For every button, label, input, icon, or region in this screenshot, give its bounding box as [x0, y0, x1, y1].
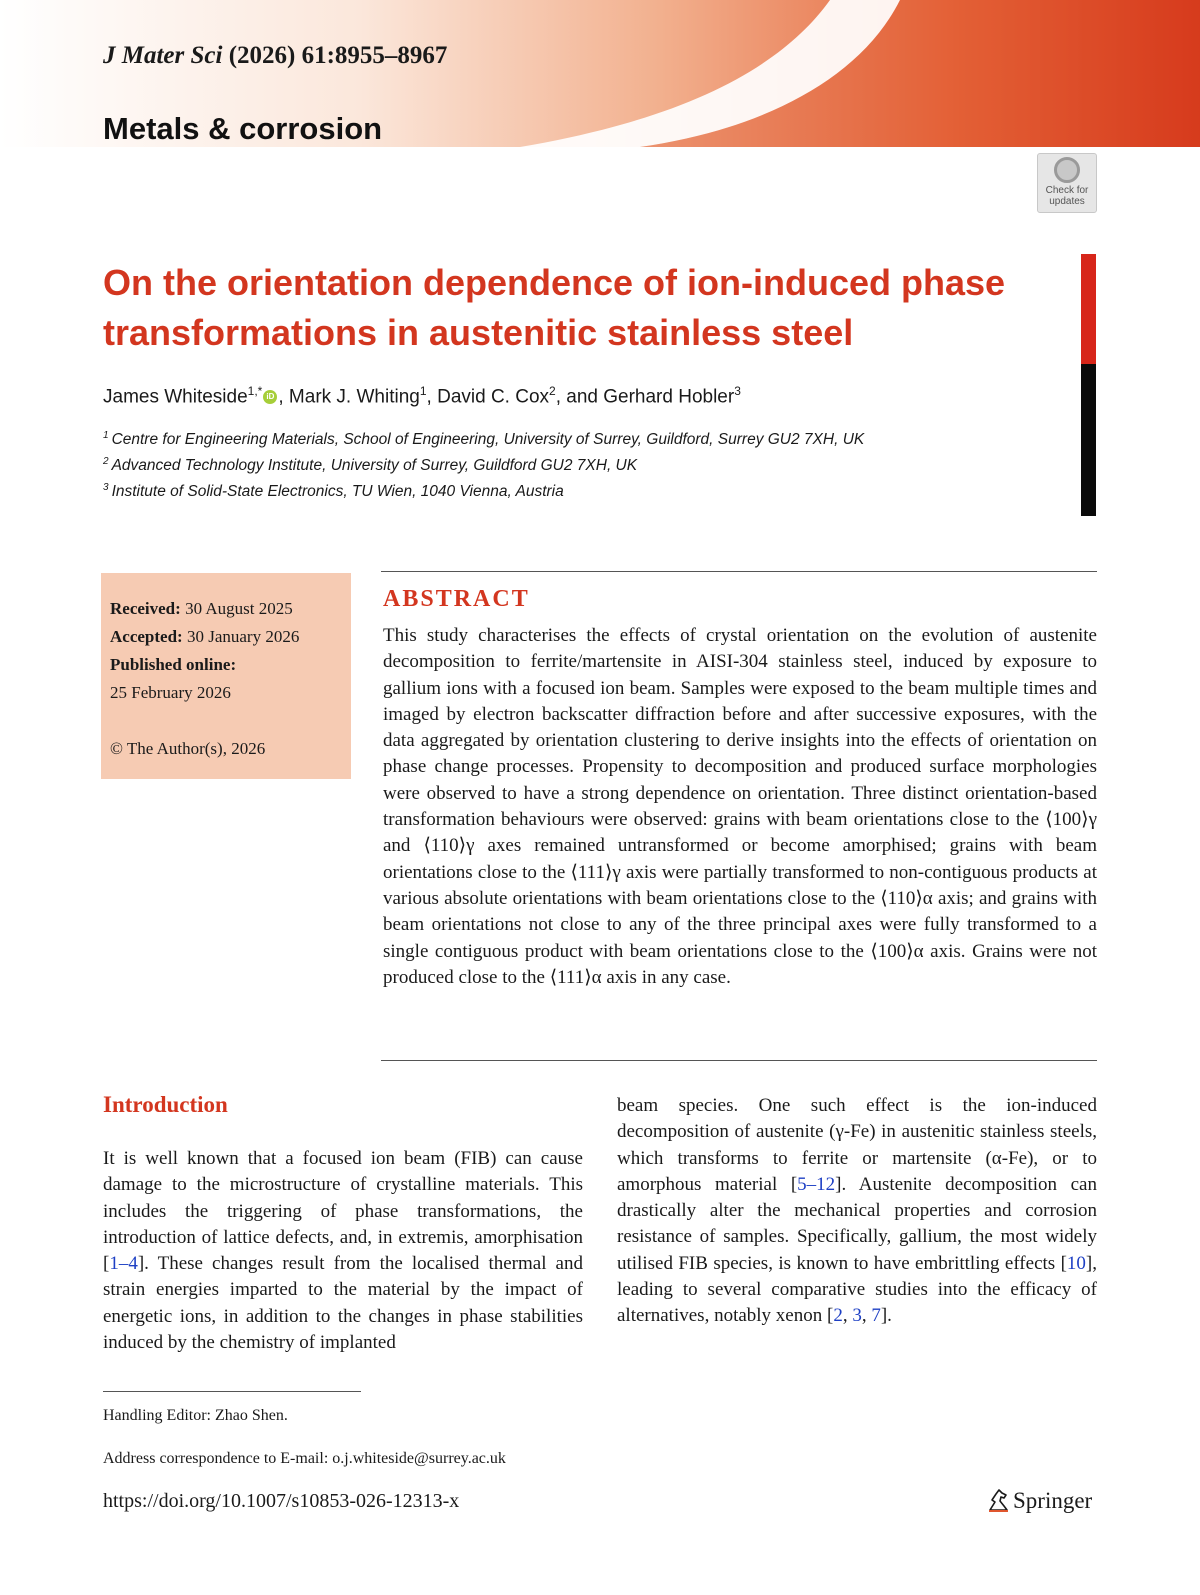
- journal-volume: (2026) 61:8955–8967: [228, 42, 448, 69]
- affiliation-text: Advanced Technology Institute, University of Surrey, Guildford GU2 7XH, UK: [111, 457, 638, 475]
- footnote-rule: [103, 1391, 361, 1392]
- affiliation-number: 1: [103, 430, 109, 441]
- author-list: James Whiteside$^{1,*}$ iD , Mark J. Whiting$^1$, David C. Cox$^2$, and Gerhard Hobler$^3$: [103, 384, 741, 408]
- affiliation: [103, 430, 864, 449]
- abstract-top-rule: [381, 571, 1097, 572]
- doi-link[interactable]: https://doi.org/10.1007/s10853-026-12313-x: [103, 1490, 460, 1512]
- section-title: Metals & corrosion: [103, 111, 383, 146]
- abstract-text: This study characterises the effects of crystal orientation on the evolution of austenite decomposition to ferrite/martensite in AISI-304 stainless steel, induced by exposure to gallium ions with a focused ion beam. Samples were exposed to the beam multiple times and imaged by electron backscatter diffraction before and after successive exposures, with the data aggregated by orientation clustering to derive insights into the effects of orientation on phase change processes. Propensity to decomposition and produced surface morphologies were observed to have a strong dependence on orientation. Three distinct orientation-based transformation behaviours were observed: grains with beam orientations close to the ⟨100⟩γ and ⟨110⟩γ axes remained untransformed or become amorphised; grains with beam orientations close to the ⟨111⟩γ axis were partially transformed to non-contiguous products at various absolute orientations with beam orientations close to the ⟨110⟩α axis; and grains with beam orientations not close to any of the three principal axes were fully transformed to a single contiguous product with beam orientations close to the ⟨100⟩α axis. Grains were not produced close to the ⟨111⟩α axis in any case.: [383, 625, 1097, 988]
- springer-logo: [987, 1488, 1092, 1514]
- side-bar-red: [1081, 254, 1096, 364]
- citation-link[interactable]: 5–12: [797, 1173, 836, 1195]
- journal-citation: [103, 42, 447, 70]
- abstract-heading: ABSTRACT: [383, 586, 530, 612]
- abstract-bottom-rule: [381, 1060, 1097, 1061]
- correspondence-email[interactable]: Address correspondence to E-mail: o.j.whiteside@surrey.ac.uk: [103, 1450, 506, 1467]
- author-name[interactable]: Mark J. Whiting: [288, 386, 420, 408]
- received-label: Received:: [110, 599, 181, 618]
- affiliation-text: Centre for Engineering Materials, School of Engineering, University of Surrey, Guildford, Surrey GU2 7XH, UK: [111, 431, 865, 449]
- citation-link[interactable]: 7: [871, 1305, 881, 1327]
- dates-box: [101, 573, 351, 779]
- published-date: 25 February 2026: [110, 683, 231, 702]
- citation-link[interactable]: 10: [1066, 1252, 1086, 1274]
- orcid-icon[interactable]: iD: [263, 390, 277, 404]
- and-word: and: [566, 386, 598, 408]
- citation-link[interactable]: 2: [833, 1305, 843, 1327]
- handling-editor: Handling Editor: Zhao Shen.: [103, 1407, 288, 1424]
- accepted-row: [110, 623, 343, 651]
- affiliation-number: 2: [103, 456, 109, 467]
- citation-link[interactable]: 3: [852, 1305, 862, 1327]
- affiliation: [103, 482, 564, 501]
- introduction-heading: Introduction: [103, 1092, 228, 1117]
- springer-horse-icon: [987, 1488, 1009, 1512]
- affiliation-number: 3: [103, 482, 109, 493]
- accepted-label: Accepted:: [110, 627, 183, 646]
- author-affiliation-mark: 3: [734, 384, 741, 398]
- bookmark-icon: [1054, 157, 1080, 183]
- side-bar-black: [1081, 364, 1096, 516]
- author-name[interactable]: David C. Cox: [437, 386, 550, 408]
- affiliation-text: Institute of Solid-State Electronics, TU Wien, 1040 Vienna, Austria: [111, 483, 564, 501]
- author-affiliation-mark: 1: [419, 384, 427, 398]
- introduction-column-left: It is well known that a focused ion beam (FIB) can cause damage to the microstructure of crystalline materials. This includes the triggering of phase transformations, the introduction of lattice defects, and, in extremis, amorphisation [1–4]. These changes result from the localised thermal and strain energies imparted to the material by the impact of energetic ions, in addition to the changes in phase stabilities induced by the chemistry of implanted: [103, 1148, 583, 1354]
- check-updates-line2: updates: [1049, 196, 1085, 207]
- received-row: [110, 595, 343, 623]
- received-date: 30 August 2025: [185, 599, 293, 618]
- check-updates-line1: Check for: [1045, 185, 1089, 196]
- published-label: Published online:: [110, 655, 237, 674]
- accepted-date: 30 January 2026: [186, 627, 300, 646]
- affiliation: [103, 456, 637, 475]
- author-name[interactable]: James Whiteside: [103, 386, 248, 408]
- introduction-column-right: beam species. One such effect is the ion-induced decomposition of austenite (γ-Fe) in austenitic stainless steels, which transforms to ferrite or martensite (α-Fe), or to amorphous material [5–12]. Austenite decomposition can drastically alter the mechanical properties and corrosion resistance of samples. Specifically, gallium, the most widely utilised FIB species, is known to have embrittling effects [10], leading to several comparative studies into the efficacy of alternatives, notably xenon [2, 3, 7].: [617, 1095, 1097, 1327]
- copyright: © The Author(s), 2026: [110, 739, 266, 758]
- article-title: On the orientation dependence of ion-induced phase transformations in austenitic stainless steel: [103, 262, 1006, 353]
- check-for-updates-button[interactable]: [1037, 153, 1097, 213]
- citation-link[interactable]: 1–4: [109, 1253, 138, 1275]
- author-name[interactable]: Gerhard Hobler: [603, 386, 735, 408]
- publisher-name: Springer: [1013, 1488, 1093, 1513]
- journal-name: J Mater Sci: [103, 42, 223, 69]
- author-affiliation-mark: 1,*: [247, 384, 263, 398]
- author-affiliation-mark: 2: [549, 384, 556, 398]
